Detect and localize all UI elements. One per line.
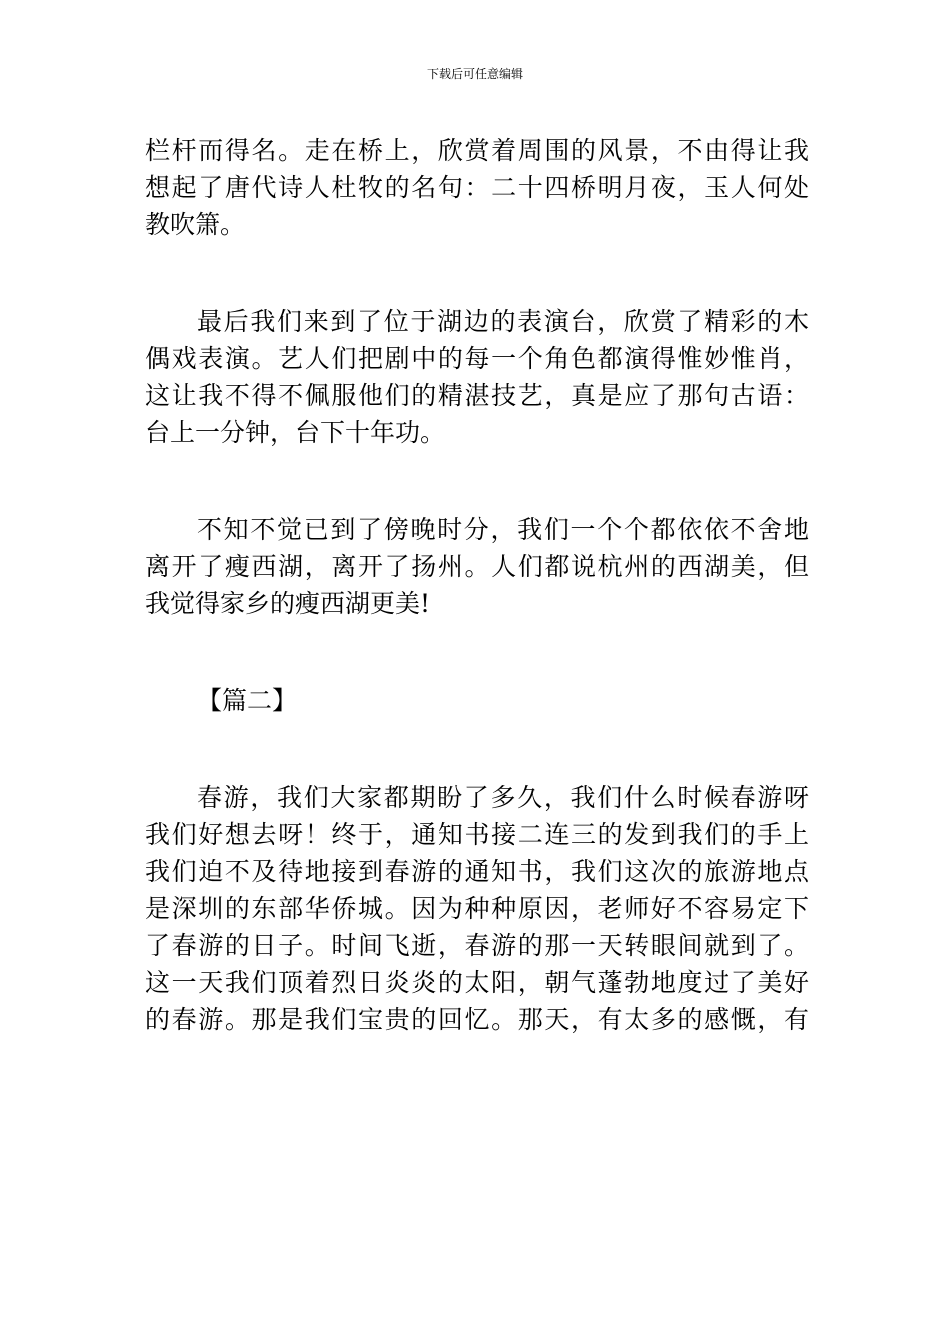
- paragraph: [145, 779, 809, 1038]
- paragraph-gap: [145, 243, 809, 303]
- text-line: 我觉得家乡的瘦西湖更美!: [145, 589, 431, 618]
- text-line: 教吹箫。: [145, 210, 246, 239]
- text-line: 偶戏表演。艺人们把剧中的每一个角色都演得惟妙惟肖，: [145, 344, 809, 373]
- text-line: 最后我们来到了位于湖边的表演台，欣赏了精彩的木: [197, 307, 809, 336]
- paragraph-gap: [145, 451, 809, 511]
- paragraph: [145, 511, 809, 622]
- paragraph-gap: [145, 719, 809, 779]
- text-line: 离开了瘦西湖，离开了扬州。人们都说杭州的西湖美，但: [145, 552, 809, 581]
- document-body: [145, 132, 809, 1038]
- text-line: 这让我不得不佩服他们的精湛技艺，真是应了那句古语：: [145, 381, 809, 410]
- paragraph: [145, 303, 809, 451]
- section-heading: [145, 682, 809, 719]
- text-line: 的春游。那是我们宝贵的回忆。那天，有太多的感慨，有: [145, 1005, 809, 1034]
- page-header: 下载后可任意编辑: [426, 67, 523, 81]
- text-line: 是深圳的东部华侨城。因为种种原因，老师好不容易定下: [145, 894, 809, 923]
- text-line: 台上一分钟，台下十年功。: [145, 418, 446, 447]
- text-line: 想起了唐代诗人杜牧的名句：二十四桥明月夜，玉人何处: [145, 173, 809, 202]
- paragraph: [145, 132, 809, 243]
- text-line: 不知不觉已到了傍晚时分，我们一个个都依依不舍地: [197, 515, 809, 544]
- text-line: 栏杆而得名。走在桥上，欣赏着周围的风景，不由得让我: [145, 136, 809, 165]
- paragraph-gap: [145, 622, 809, 682]
- text-line: 这一天我们顶着烈日炎炎的太阳，朝气蓬勃地度过了美好: [145, 968, 809, 997]
- text-line: 我们迫不及待地接到春游的通知书，我们这次的旅游地点: [145, 857, 809, 886]
- text-line: 了春游的日子。时间飞逝，春游的那一天转眼间就到了。: [145, 931, 809, 960]
- text-line: 春游，我们大家都期盼了多久，我们什么时候春游呀: [197, 783, 809, 812]
- text-line: 我们好想去呀！终于，通知书接二连三的发到我们的手上: [145, 820, 809, 849]
- text-line: 【篇二】: [197, 686, 298, 715]
